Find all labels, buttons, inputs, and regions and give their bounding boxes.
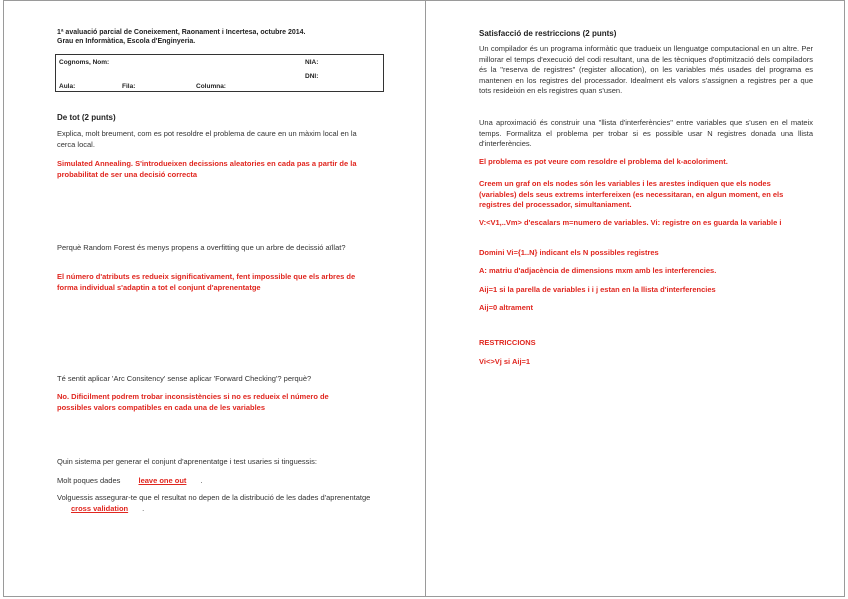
header-line-2: Grau en Informàtica, Escola d'Enginyeria. <box>57 38 196 45</box>
paragraph-2: Una aproximació és construir una "llista d'interferències" entre variables que s'usen en el mateix temps. Formalitza el problema per trobar si es possible usar N registres donada una llista d'interferències. <box>479 118 813 148</box>
header-line-1: 1ª avaluació parcial de Coneixement, Raonament i Incertesa, octubre 2014. <box>57 29 306 36</box>
nia-label: NIA: <box>305 59 319 66</box>
right-page <box>425 0 845 597</box>
student-info-box[interactable] <box>55 54 384 92</box>
question-1: Explica, molt breument, com es pot resoldre el problema de caure en un màxim local en la cerca local. <box>57 129 357 149</box>
exam-header <box>57 28 397 46</box>
fila-label: Fila: <box>122 83 136 90</box>
question-2: Perquè Random Forest és menys propens a overfitting que un arbre de decissió aïllat? <box>57 243 346 252</box>
answer-variables[interactable]: V:<V1,..Vm> d'escalars m=numero de variables. Vi: registre on es guarda la variable i <box>479 218 782 227</box>
answer-graph[interactable]: Creem un graf on els nodes són les variables i les arestes indiquen que els nodes (variables) dels seus extrems interfereixen (es necessitaran, en algun moment, en els registres del processador, simultaniament. <box>479 179 784 209</box>
aula-label: Aula: <box>59 83 76 90</box>
question-4a-prefix: Molt poques dades <box>57 476 121 485</box>
left-page <box>3 0 426 597</box>
answer-k-coloring[interactable]: El problema es pot veure com resoldre el problema del k-acoloriment. <box>479 157 728 166</box>
answer-1[interactable]: Simulated Annealing. S'introdueixen decissions aleatories en cada pas a partir de la probabilitat de ser una decisió correcta <box>57 159 357 179</box>
answer-4b[interactable]: cross validation <box>71 503 129 513</box>
question-4: Quin sistema per generar el conjunt d'aprenentatge i test usaries si tinguessis: <box>57 457 317 466</box>
answer-3[interactable]: No. Dificilment podrem trobar inconsistències si no es redueix el número de possibles valors compatibles en cada una de les variables <box>57 392 329 412</box>
dni-label: DNI: <box>305 73 319 80</box>
question-4b: Volguessis assegurar-te que el resultat no depen de la distribució de les dades d'aprenentatge cross validation . <box>57 493 371 513</box>
question-4a: Molt poques dades leave one out . <box>57 476 203 485</box>
restrictions-title: RESTRICCIONS <box>479 338 536 347</box>
answer-aij-1[interactable]: Aij=1 si la parella de variables i i j estan en la llista d'interferencies <box>479 285 716 294</box>
question-3: Té sentit aplicar 'Arc Consitency' sense aplicar 'Forward Checking'? perquè? <box>57 374 312 383</box>
name-label: Cognoms, Nom: <box>59 59 110 66</box>
answer-domain[interactable]: Domini Vi={1..N} indicant els N possibles registres <box>479 248 659 257</box>
section-title-restriccions: Satisfacció de restriccions (2 punts) <box>479 29 617 38</box>
answer-matrix[interactable]: A: matriu d'adjacència de dimensions mxm amb les interferencies. <box>479 266 717 275</box>
paragraph-1: Un compilador és un programa informàtic que tradueix un llenguatge computacional en un altre. Per millorar el temps d'execució del codi resultant, una de les tècniques d'optimització dels compiladors és la "reserva de registres" (register allocation), on les variables més usades del programa es mantenen en los registres del processador. Idealment els valors s'assignen a registres per a que tots resideixin en els registres quan s'usen. <box>479 44 813 95</box>
columna-label: Columna: <box>196 83 226 90</box>
answer-aij-0[interactable]: Aij=0 altrament <box>479 303 533 312</box>
answer-4a[interactable]: leave one out <box>138 476 187 485</box>
section-title-de-tot: De tot (2 punts) <box>57 113 116 122</box>
question-4b-text: Volguessis assegurar-te que el resultat no depen de la distribució de les dades d'aprenentatge <box>57 493 371 502</box>
restriction-1[interactable]: Vi<>Vj si Aij=1 <box>479 357 531 366</box>
answer-2[interactable]: El número d'atributs es redueix significativament, fent impossible que els arbres de forma individual s'adaptin a tot el conjunt d'aprenentatge <box>57 272 356 292</box>
